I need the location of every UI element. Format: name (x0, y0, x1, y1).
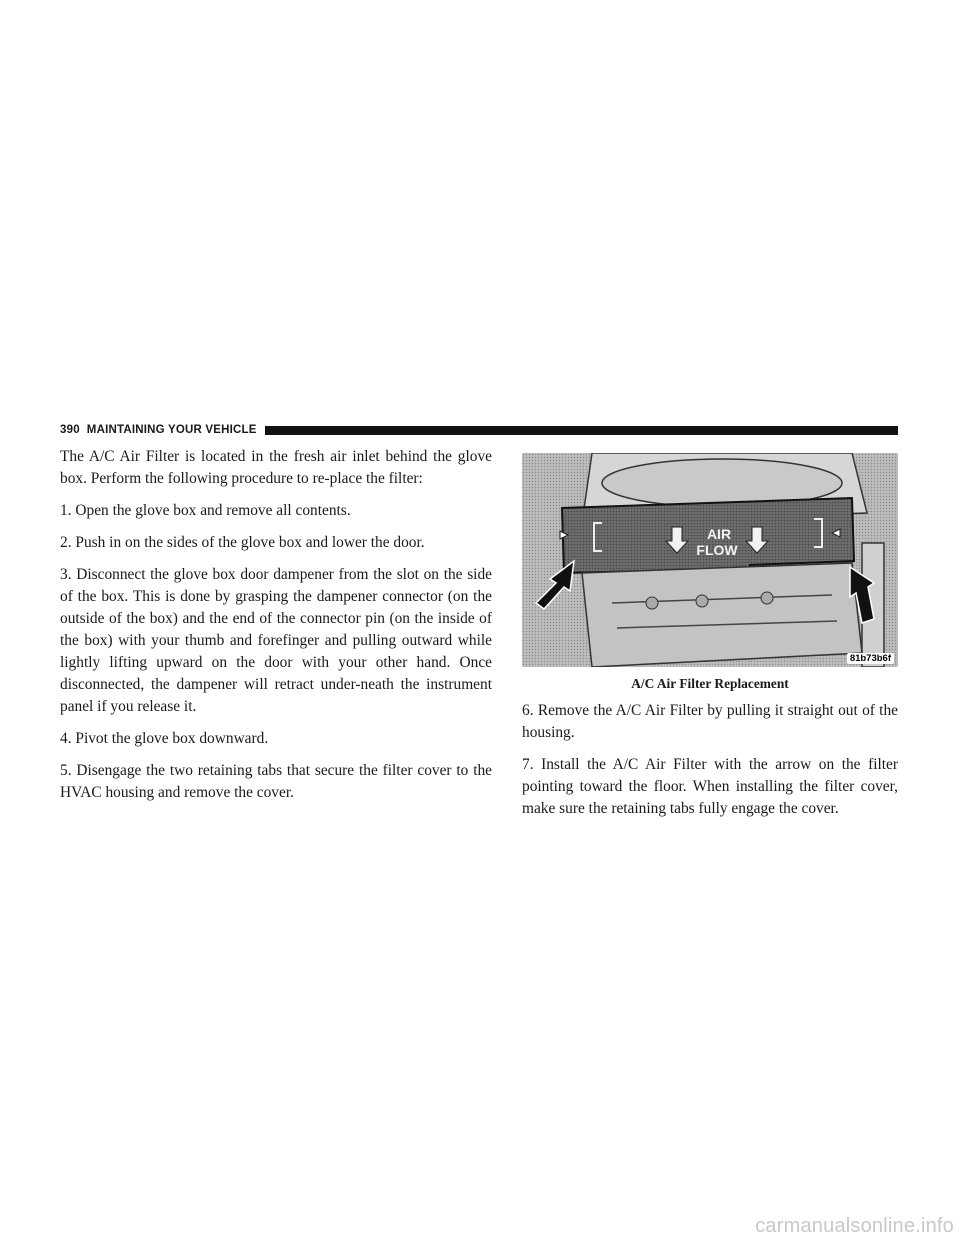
air-flow-label-line2: FLOW (696, 542, 738, 558)
figure-code: 81b73b6f (847, 653, 894, 664)
section-title: MAINTAINING YOUR VEHICLE (86, 424, 257, 436)
step-4: 4. Pivot the glove box downward. (60, 730, 269, 747)
figure-caption: A/C Air Filter Replacement (631, 676, 789, 691)
page-number: 390 (60, 424, 80, 436)
filter-illustration-drawing (522, 453, 898, 667)
watermark: carmanualsonline.info (755, 1215, 954, 1237)
step-2: 2. Push in on the sides of the glove box and lower the door. (60, 534, 425, 551)
step-1: 1. Open the glove box and remove all contents. (60, 502, 351, 519)
page-header (60, 422, 898, 438)
filter-illustration (522, 453, 898, 667)
air-flow-label-line1: AIR (706, 526, 732, 542)
right-column (522, 700, 898, 830)
header-rule (265, 426, 898, 435)
intro-paragraph: The A/C Air Filter is located in the fresh air inlet behind the glove box. Perform the following procedure to re-place the filter: (60, 448, 492, 487)
step-7: 7. Install the A/C Air Filter with the arrow on the filter pointing toward the floor. When installing the filter cover, make sure the retaining tabs fully engage the cover. (522, 756, 898, 817)
step-3: 3. Disconnect the glove box door dampener from the slot on the side of the box. This is done by grasping the dampener connector (on the outside of the box) and the end of the connector pin (on the inside of the box) with your thumb and forefinger and pulling outward while lightly lifting upward on the door with your other hand. Once disconnected, the dampener will retract under-neath the instrument panel if you release it. (60, 566, 492, 715)
left-column (60, 446, 492, 814)
step-6: 6. Remove the A/C Air Filter by pulling it straight out of the housing. (522, 702, 898, 741)
step-5: 5. Disengage the two retaining tabs that secure the filter cover to the HVAC housing and remove the cover. (60, 762, 492, 801)
